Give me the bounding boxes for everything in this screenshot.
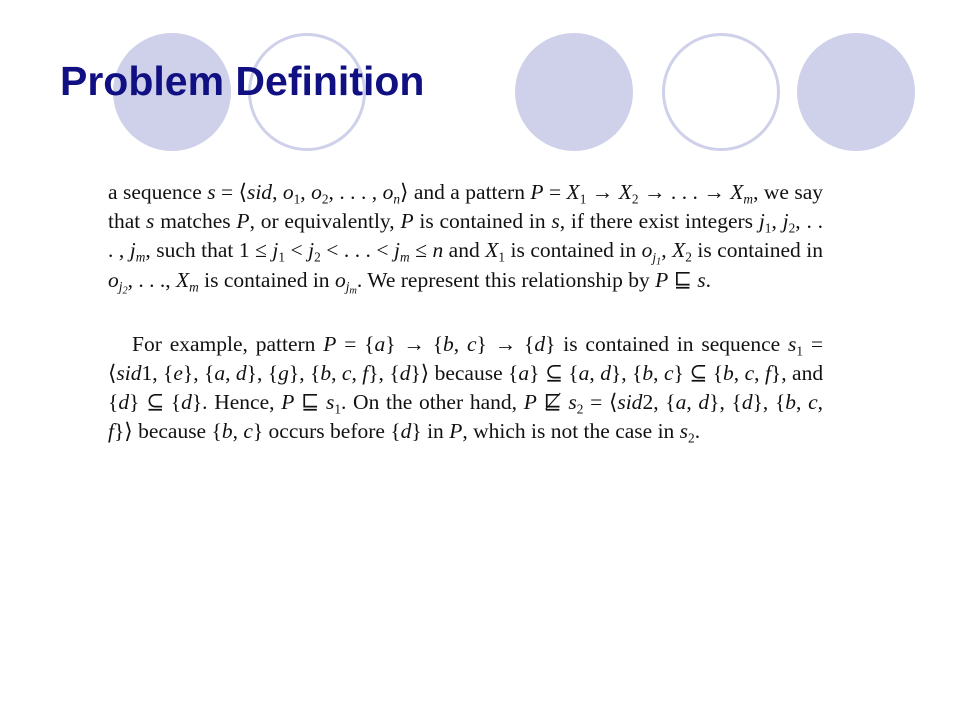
- slide-title: Problem Definition: [60, 58, 425, 104]
- example-paragraph: For example, pattern P = {a} → {b, c} → {d} is contained in sequence $s_1$ = ⟨sid1, {e}, {a, d}, {g}, {b, c, f}, {d}⟩ because {a} ⊆ {a, d}, {b, c} ⊆ {b, c, f}, and {d} ⊆ {d}. Hence, P ⊑ $s_1$. On the other hand, P ⋢ $s_2$ = ⟨sid2, {a, d}, {d}, {b, c, f}⟩ because {b, c} occurs before {d} in P, which is not the case in $s_2$.: [108, 331, 824, 446]
- decorative-circle-filled: [515, 33, 633, 151]
- decorative-circle-filled: [797, 33, 915, 151]
- decorative-circle-outline: [662, 33, 780, 151]
- definition-paragraph: a sequence s = ⟨sid, $o_1$, $o_2$, . . . , $o_n⟩$ and a pattern $P = X_1 \to X_2$ → . . . → $X_m$, we say that s matches P, or equivalently, P is contained in s, if there exist integers $j_1$, $j_2$, . . . , $j_m$, such that $1 \le j_1 < j_2$ < . . . < $j_m \le n$ and $X_1$ is contained in $o_{j1}$, $X_2$ is contained in $o_{j2}$, . . ., $X_m$ is contained in $o_{jm}$. We represent this relationship by P ⊑ s.: [108, 180, 824, 297]
- definition-figure: [108, 178, 823, 447]
